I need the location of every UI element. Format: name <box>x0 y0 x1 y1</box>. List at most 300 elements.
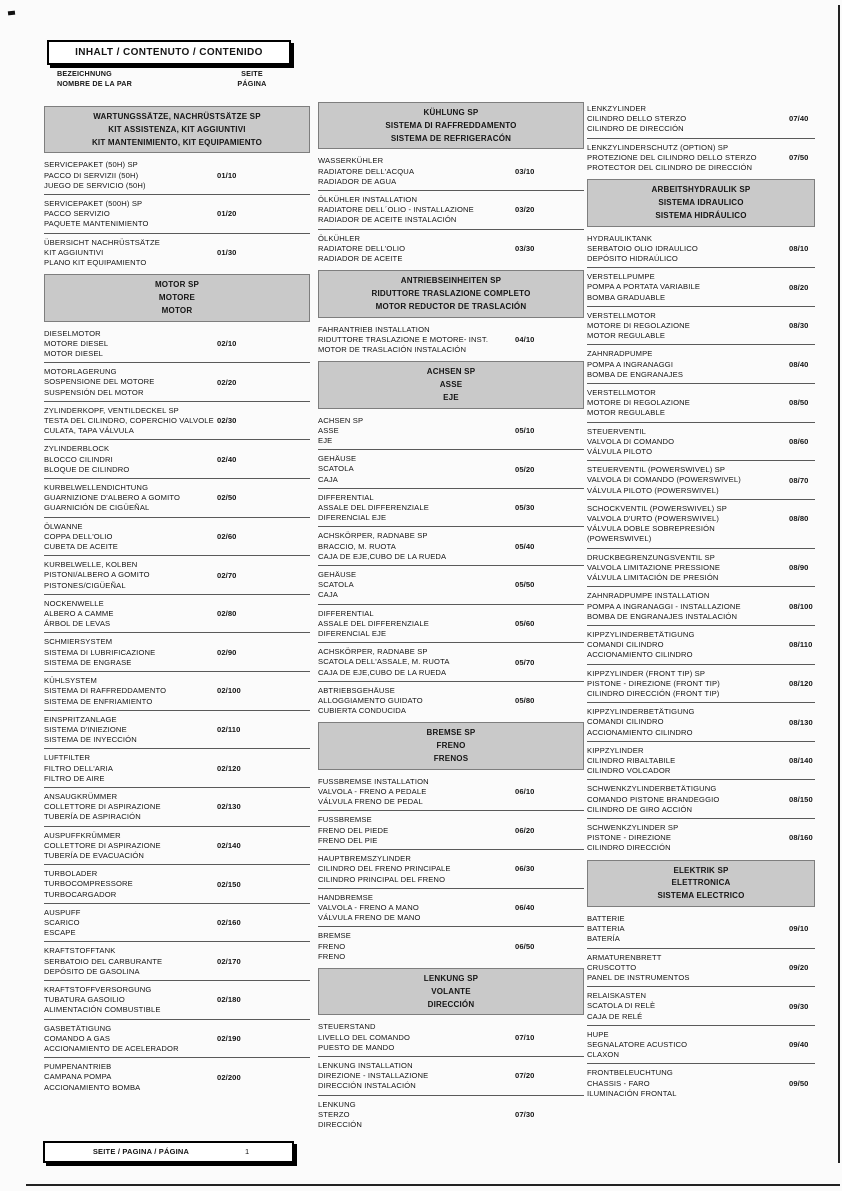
entry-line: KURBELWELLE, KOLBEN <box>44 560 138 570</box>
toc-column-1 <box>44 95 310 1096</box>
entry-line: BOMBA DE ENGRANAJES <box>587 369 684 379</box>
entry-line: RADIADOR DE ACEITE INSTALACIÓN <box>318 215 457 225</box>
toc-entry <box>44 672 310 711</box>
page-number: 02/150 <box>217 879 241 889</box>
entry-line: SERVICEPAKET (500H) SP <box>44 199 143 208</box>
entry-line: FUSSBREMSE <box>318 815 372 825</box>
page-number: 08/90 <box>789 563 809 573</box>
section-header-line: DIRECCIÓN <box>427 999 475 1009</box>
page-number: 08/140 <box>789 756 813 766</box>
entry-line: CAJA DE EJE,CUBO DE LA RUEDA <box>318 667 447 677</box>
entry-line: VÁLVULA FRENO DE PEDAL <box>318 797 423 807</box>
section-header-line: ARBEITSHYDRAULIK SP <box>651 185 751 195</box>
page-number: 08/50 <box>789 398 809 408</box>
entry-line: VÁLVULA PILOTO <box>587 447 653 457</box>
entry-line: LIVELLO DEL COMANDO <box>318 1032 411 1042</box>
entry-line: RADIATORE DELL'OLIO <box>318 243 406 253</box>
toc-entry <box>318 230 584 268</box>
entry-line: PISTONE - DIREZIONE (FRONT TIP) <box>587 678 720 688</box>
entry-line: KIPPZYLINDER (FRONT TIP) SP <box>587 668 706 678</box>
entry-line: SERBATOIO DEL CARBURANTE <box>44 956 163 966</box>
page-number: 09/50 <box>789 1078 809 1088</box>
entry-line: DIRECCIÓN <box>318 1119 362 1129</box>
page-number: 08/60 <box>789 437 809 447</box>
page-number: 04/10 <box>515 335 535 344</box>
entry-line: VALVOLA DI COMANDO (POWERSWIVEL) <box>587 475 741 485</box>
page-number: 02/120 <box>217 763 241 773</box>
page-title: INHALT / CONTENUTO / CONTENIDO <box>47 40 291 65</box>
entry-line: VÁLVULA DOBLE SOBREPRESIÓN <box>587 524 715 534</box>
entry-line: SCHMIERSYSTEM <box>44 637 113 647</box>
entry-line: COPPA DELL'OLIO <box>44 531 113 541</box>
toc-entry <box>587 910 815 949</box>
entry-line: KRAFTSTOFFVERSORGUNG <box>44 984 152 994</box>
entry-line: TESTA DEL CILINDRO, COPERCHIO VALVOLE <box>44 416 214 426</box>
entry-line: ACHSKÖRPER, RADNABE SP <box>318 531 428 541</box>
entry-line: ZAHNRADPUMPE <box>587 349 653 359</box>
page-number: 01/30 <box>217 248 237 257</box>
entry-line: GEHÄUSE <box>318 454 357 464</box>
entry-line: SCATOLA DELL'ASSALE, M. RUOTA <box>318 657 450 667</box>
entry-line: COLLETTORE DI ASPIRAZIONE <box>44 802 161 812</box>
toc-entry <box>587 819 815 857</box>
entry-line: MOTORE DI REGOLAZIONE <box>587 398 691 408</box>
section-header-line: ACHSEN SP <box>426 367 476 377</box>
entry-line: CHASSIS - FARO <box>587 1078 650 1088</box>
entry-line: (POWERSWIVEL) <box>587 534 652 544</box>
toc-entry <box>44 711 310 750</box>
page-label-line-1: SEITE <box>241 69 263 78</box>
page-number: 02/190 <box>217 1033 241 1043</box>
toc-entry <box>587 139 815 177</box>
toc-entry <box>318 811 584 850</box>
section-header-line: SISTEMA DI RAFFREDDAMENTO <box>385 120 517 130</box>
entry-line: ÖLKÜHLER INSTALLATION <box>318 195 418 204</box>
toc-entry <box>44 1058 310 1096</box>
entry-line: GASBETÄTIGUNG <box>44 1023 112 1033</box>
page-number: 09/20 <box>789 962 809 972</box>
entry-line: WASSERKÜHLER <box>318 156 384 166</box>
entry-line: FRENO <box>318 951 346 961</box>
entry-line: VÁLVULA LIMITACIÓN DE PRESIÓN <box>587 573 719 583</box>
designation-label-line-2: NOMBRE DE LA PAR <box>57 79 133 88</box>
section-header-line: ASSE <box>439 380 463 390</box>
page-number: 06/20 <box>515 825 535 835</box>
entry-line: PISTONE - DIREZIONE <box>587 833 672 843</box>
page-number: 02/130 <box>217 802 241 812</box>
entry-line: CAJA DE EJE,CUBO DE LA RUEDA <box>318 551 447 561</box>
page-number: 07/50 <box>789 153 809 162</box>
entry-line: HAUPTBREMSZYLINDER <box>318 854 411 864</box>
entry-line: NOCKENWELLE <box>44 598 104 608</box>
entry-line: VÁLVULA FRENO DE MANO <box>318 913 421 923</box>
entry-line: CAJA <box>318 474 339 484</box>
entry-line: TURBOCARGADOR <box>44 889 117 899</box>
entry-line: FRENO DEL PIEDE <box>318 825 389 835</box>
entry-line: ZAHNRADPUMPE INSTALLATION <box>587 591 710 601</box>
entry-line: ÖLWANNE <box>44 521 83 531</box>
entry-line: MOTOR DE TRASLACIÓN INSTALACIÓN <box>318 345 467 355</box>
page-number: 05/50 <box>515 580 535 590</box>
page-number: 03/20 <box>515 205 535 215</box>
entry-line: PUMPENANTRIEB <box>44 1062 112 1072</box>
page-number: 02/200 <box>217 1072 241 1082</box>
entry-line: ACHSEN SP <box>318 415 364 425</box>
entry-line: BOMBA GRADUABLE <box>587 292 666 302</box>
section-header-line: SISTEMA ELECTRICO <box>657 891 745 901</box>
entry-line: CILINDRO DIRECCIÓN (FRONT TIP) <box>587 688 720 698</box>
entry-line: VERSTELLPUMPE <box>587 272 655 282</box>
entry-line: JUEGO DE SERVICIO (50H) <box>44 180 146 190</box>
entry-line: ASSE <box>318 425 339 435</box>
entry-line: RIDUTTORE TRASLAZIONE E MOTORE- INST. <box>318 334 489 344</box>
page-number: 02/180 <box>217 995 241 1005</box>
toc-entry <box>318 321 584 359</box>
entry-line: PISTONES/CIGÜEÑAL <box>44 580 126 590</box>
entry-line: SCHWENKZYLINDERBETÄTIGUNG <box>587 784 717 794</box>
section-header-line: SISTEMA HIDRÁULICO <box>655 210 747 220</box>
entry-line: SISTEMA DE ENFRIAMIENTO <box>44 696 153 706</box>
page-number: 08/10 <box>789 244 809 253</box>
entry-line: VALVOLA DI COMANDO <box>587 436 675 446</box>
section-header <box>318 722 584 769</box>
entry-line: SISTEMA DE ENGRASE <box>44 657 132 667</box>
entry-line: ANSAUGKRÜMMER <box>44 791 118 801</box>
entry-line: PANEL DE INSTRUMENTOS <box>587 972 690 982</box>
entry-line: GUARNIZIONE D'ALBERO A GOMITO <box>44 493 181 503</box>
toc-entry <box>318 191 584 230</box>
entry-line: MOTORE DIESEL <box>44 338 109 348</box>
toc-entry <box>587 587 815 626</box>
entry-line: HYDRAULIKTANK <box>587 233 653 243</box>
page-number: 02/90 <box>217 647 237 657</box>
entry-line: ASSALE DEL DIFFERENZIALE <box>318 618 429 628</box>
entry-line: CILINDRO RIBALTABILE <box>587 755 676 765</box>
page-number: 05/10 <box>515 426 535 435</box>
page-number: 05/30 <box>515 503 535 513</box>
entry-line: RADIADOR DE AGUA <box>318 176 397 186</box>
page-number: 05/20 <box>515 464 535 474</box>
entry-line: SCHOCKVENTIL (POWERSWIVEL) SP <box>587 503 727 513</box>
toc-entry <box>318 850 584 889</box>
toc-entry <box>44 518 310 557</box>
section-header-line: MOTOR SP <box>154 280 200 290</box>
entry-line: LUFTFILTER <box>44 753 91 763</box>
toc-entry <box>587 1026 815 1065</box>
entry-line: ÁRBOL DE LEVAS <box>44 619 111 629</box>
toc-entry <box>587 384 815 423</box>
toc-entry <box>587 949 815 988</box>
entry-line: BOMBA DE ENGRANAJES INSTALACIÓN <box>587 611 738 621</box>
entry-line: RADIATORE DELL´OLIO - INSTALLAZIONE <box>318 205 474 215</box>
toc-column-2 <box>318 95 584 1133</box>
entry-line: CILINDRO DE DIRECCIÓN <box>587 124 684 134</box>
section-header-line: SISTEMA DE REFRIGERACÓN <box>390 133 512 143</box>
toc-entry <box>318 1018 584 1057</box>
entry-line: SERBATOIO OLIO IDRAULICO <box>587 243 698 253</box>
entry-line: HANDBREMSE <box>318 892 374 902</box>
toc-entry <box>44 402 310 441</box>
entry-line: SCATOLA DI RELÈ <box>587 1001 656 1011</box>
entry-line: SISTEMA DI LUBRIFICAZIONE <box>44 647 156 657</box>
entry-line: MOTORLAGERUNG <box>44 367 117 377</box>
entry-line: SEGNALATORE ACUSTICO <box>587 1039 688 1049</box>
page-number: 06/50 <box>515 941 535 951</box>
entry-line: DIESELMOTOR <box>44 328 101 338</box>
entry-line: ACCIONAMIENTO BOMBA <box>44 1082 141 1092</box>
page-number: 02/30 <box>217 416 237 426</box>
entry-line: PROTEZIONE DEL CILINDRO DELLO STERZO <box>587 152 757 162</box>
page-number: 09/30 <box>789 1001 809 1011</box>
toc-entry <box>318 643 584 682</box>
section-header-line: MOTOR <box>161 305 193 315</box>
toc-entry <box>318 450 584 489</box>
toc-entry <box>587 500 815 549</box>
footer-page-box <box>43 1141 294 1163</box>
toc-entry <box>587 1064 815 1102</box>
entry-line: KIT AGGIUNTIVI <box>44 247 104 257</box>
entry-line: KIPPZYLINDERBETÄTIGUNG <box>587 707 695 717</box>
entry-line: SISTEMA DE INYECCIÓN <box>44 735 137 745</box>
entry-line: PUESTO DE MANDO <box>318 1042 395 1052</box>
entry-line: RADIATORE DELL'ACQUA <box>318 166 415 176</box>
entry-line: COMANDI CILINDRO <box>587 640 664 650</box>
entry-line: COMANDI CILINDRO <box>587 717 664 727</box>
section-header-line: ELEKTRIK SP <box>673 865 729 875</box>
footer-page-number: 1 <box>245 1147 250 1156</box>
entry-line: DIFFERENTIAL <box>318 608 374 618</box>
toc-entry <box>44 865 310 904</box>
page-number: 02/160 <box>217 918 241 928</box>
entry-line: POMPA A INGRANAGGI - INSTALLAZIONE <box>587 601 741 611</box>
entry-line: SCATOLA <box>318 580 354 590</box>
page-number: 02/50 <box>217 493 237 503</box>
toc-entry <box>44 904 310 943</box>
toc-entry <box>587 549 815 588</box>
toc-entry <box>44 749 310 788</box>
entry-line: ABTRIEBSGEHÄUSE <box>318 685 395 695</box>
entry-line: BREMSE <box>318 931 351 941</box>
section-header-line: ANTRIEBSEINHEITEN SP <box>400 276 502 286</box>
page-number: 01/10 <box>217 170 237 180</box>
entry-line: POMPA A PORTATA VARIABILE <box>587 282 701 292</box>
section-header-line: ELETTRONICA <box>671 878 731 888</box>
page-number: 05/40 <box>515 541 535 551</box>
toc-entry <box>587 665 815 704</box>
entry-line: ZYLINDERKOPF, VENTILDECKEL SP <box>44 405 179 415</box>
entry-line: FRONTBELEUCHTUNG <box>587 1068 673 1078</box>
page-number: 02/40 <box>217 454 237 464</box>
entry-line: BATTERIE <box>587 913 625 923</box>
entry-line: CILINDRO DELLO STERZO <box>587 114 687 124</box>
page-label-line-2: PÁGINA <box>237 79 267 88</box>
page-number: 06/40 <box>515 903 535 913</box>
section-header-line: EJE <box>443 392 459 402</box>
section-header-line: SISTEMA IDRAULICO <box>658 198 744 208</box>
page-number: 07/10 <box>515 1032 535 1042</box>
entry-line: PACCO DI SERVIZII (50H) <box>44 170 139 180</box>
entry-line: LENKUNG INSTALLATION <box>318 1060 413 1070</box>
toc-entry <box>44 1020 310 1059</box>
entry-line: ALIMENTACIÓN COMBUSTIBLE <box>44 1005 161 1015</box>
toc-entry <box>44 479 310 518</box>
toc-entry <box>318 682 584 720</box>
toc-entry <box>587 461 815 500</box>
page-number: 09/10 <box>789 924 809 934</box>
entry-line: DEPÓSITO DE GASOLINA <box>44 966 140 976</box>
page-number: 08/70 <box>789 475 809 485</box>
entry-line: MOTOR REGULABLE <box>587 331 666 341</box>
section-header <box>44 106 310 153</box>
entry-line: FAHRANTRIEB INSTALLATION <box>318 324 430 334</box>
toc-entry <box>587 780 815 819</box>
page-number: 02/140 <box>217 840 241 850</box>
designation-label-line-1: BEZEICHNUNG <box>57 69 112 78</box>
section-header-line: KIT MANTENIMIENTO, KIT EQUIPAMIENTO <box>91 137 263 147</box>
page-number: 03/10 <box>515 166 535 176</box>
toc-entry <box>587 742 815 781</box>
entry-line: BRACCIO, M. RUOTA <box>318 541 396 551</box>
entry-line: STERZO <box>318 1109 350 1119</box>
toc-entry <box>318 605 584 644</box>
entry-line: ACHSKÖRPER, RADNABE SP <box>318 647 428 657</box>
entry-line: CILINDRO DE GIRO ACCIÓN <box>587 804 693 814</box>
toc-entry <box>587 345 815 384</box>
toc-entry <box>318 527 584 566</box>
entry-line: CUBETA DE ACEITE <box>44 542 118 552</box>
page-number: 02/60 <box>217 532 237 542</box>
toc-entry <box>318 773 584 812</box>
entry-line: HUPE <box>587 1029 609 1039</box>
entry-line: TURBOCOMPRESSORE <box>44 879 133 889</box>
section-header <box>318 968 584 1015</box>
section-header <box>44 274 310 321</box>
entry-line: VALVOLA - FRENO A MANO <box>318 902 419 912</box>
page-number: 08/80 <box>789 514 809 524</box>
page-number: 02/170 <box>217 956 241 966</box>
page-number: 07/40 <box>789 114 809 124</box>
toc-entry <box>44 981 310 1020</box>
page-number: 08/100 <box>789 601 813 611</box>
entry-line: SCHWENKZYLINDER SP <box>587 822 679 832</box>
entry-line: DIFERENCIAL EJE <box>318 629 387 639</box>
entry-line: TURBOLADER <box>44 869 98 879</box>
entry-line: BLOQUE DE CILINDRO <box>44 464 130 474</box>
entry-line: FRENO DEL PIE <box>318 835 378 845</box>
page-number: 08/40 <box>789 359 809 369</box>
page-number: 02/110 <box>217 725 241 735</box>
page-number: 08/110 <box>789 640 813 650</box>
section-header <box>318 361 584 408</box>
page-edge-bottom <box>26 1184 840 1186</box>
section-header-line: MOTOR REDUCTOR DE TRASLACIÓN <box>375 301 527 311</box>
entry-line: LENKZYLINDERSCHUTZ (OPTION) SP <box>587 142 729 152</box>
toc-entry <box>44 942 310 981</box>
entry-line: CILINDRO PRINCIPAL DEL FRENO <box>318 874 446 884</box>
entry-line: SCARICO <box>44 917 80 927</box>
entry-line: KURBELWELLENDICHTUNG <box>44 483 149 493</box>
entry-line: VALVOLA - FRENO A PEDALE <box>318 787 427 797</box>
entry-line: AUSPUFFKRÜMMER <box>44 830 121 840</box>
toc-entry <box>44 195 310 234</box>
entry-line: COMANDO PISTONE BRANDEGGIO <box>587 794 720 804</box>
entry-line: CULATA, TAPA VÁLVULA <box>44 426 134 436</box>
entry-line: SOSPENSIONE DEL MOTORE <box>44 377 155 387</box>
entry-line: BATERÍA <box>587 934 620 944</box>
designation-label <box>57 69 132 89</box>
entry-line: ACCIONAMIENTO CILINDRO <box>587 650 693 660</box>
toc-entry <box>318 489 584 528</box>
entry-line: PLANO KIT EQUIPAMIENTO <box>44 258 147 268</box>
toc-entry <box>318 1096 584 1134</box>
page-number: 08/130 <box>789 717 813 727</box>
entry-line: CILINDRO DIRECCIÓN <box>587 843 671 853</box>
section-header <box>587 179 815 226</box>
toc-entry <box>318 152 584 191</box>
entry-line: POMPA A INGRANAGGI <box>587 359 674 369</box>
entry-line: BATTERIA <box>587 924 625 934</box>
toc-entry <box>44 363 310 402</box>
entry-line: ÖLKÜHLER <box>318 233 361 243</box>
entry-line: VERSTELLMOTOR <box>587 310 656 320</box>
section-header <box>587 860 815 907</box>
entry-line: ALBERO A CAMME <box>44 609 114 619</box>
page-number: 08/120 <box>789 678 813 688</box>
page-number: 02/20 <box>217 377 237 387</box>
entry-line: DIREZIONE - INSTALLAZIONE <box>318 1071 429 1081</box>
scan-artifact-mark <box>8 11 15 16</box>
entry-line: SCATOLA <box>318 464 354 474</box>
entry-line: PROTECTOR DEL CILINDRO DE DIRECCIÓN <box>587 163 753 173</box>
entry-line: PACCO SERVIZIO <box>44 209 110 219</box>
toc-entry <box>318 412 584 451</box>
entry-line: VERSTELLMOTOR <box>587 388 656 398</box>
section-header-line: MOTORE <box>158 293 196 303</box>
entry-line: ILUMINACIÓN FRONTAL <box>587 1088 677 1098</box>
section-header-line: LENKUNG SP <box>423 973 479 983</box>
page-number: 03/30 <box>515 244 535 253</box>
entry-line: DIRECCIÓN INSTALACIÓN <box>318 1081 416 1091</box>
entry-line: COMANDO A GAS <box>44 1033 111 1043</box>
toc-entry <box>44 827 310 866</box>
toc-entry <box>587 230 815 269</box>
toc-entry <box>44 234 310 272</box>
toc-entry <box>587 100 815 139</box>
entry-line: CAJA <box>318 590 339 600</box>
toc-entry <box>44 556 310 595</box>
toc-entry <box>587 626 815 665</box>
entry-line: RELAISKASTEN <box>587 991 647 1001</box>
toc-entry <box>44 633 310 672</box>
toc-entry <box>44 325 310 364</box>
toc-entry <box>318 889 584 928</box>
entry-line: CLAXON <box>587 1050 620 1060</box>
page-number: 08/150 <box>789 794 813 804</box>
page-number: 05/80 <box>515 696 535 706</box>
entry-line: LENKUNG <box>318 1099 356 1109</box>
entry-line: ASSALE DEL DIFFERENZIALE <box>318 503 429 513</box>
entry-line: MOTORE DI REGOLAZIONE <box>587 321 691 331</box>
section-header-line: WARTUNGSSÄTZE, NACHRÜSTSÄTZE SP <box>93 112 261 121</box>
entry-line: VÁLVULA PILOTO (POWERSWIVEL) <box>587 485 719 495</box>
entry-line: LENKZYLINDER <box>587 104 647 113</box>
toc-entry <box>44 788 310 827</box>
entry-line: CUBIERTA CONDUCIDA <box>318 706 407 716</box>
entry-line: MOTOR REGULABLE <box>587 408 666 418</box>
entry-line: SUSPENSIÓN DEL MOTOR <box>44 387 144 397</box>
entry-line: EINSPRITZANLAGE <box>44 714 117 724</box>
page-number: 07/30 <box>515 1109 535 1119</box>
